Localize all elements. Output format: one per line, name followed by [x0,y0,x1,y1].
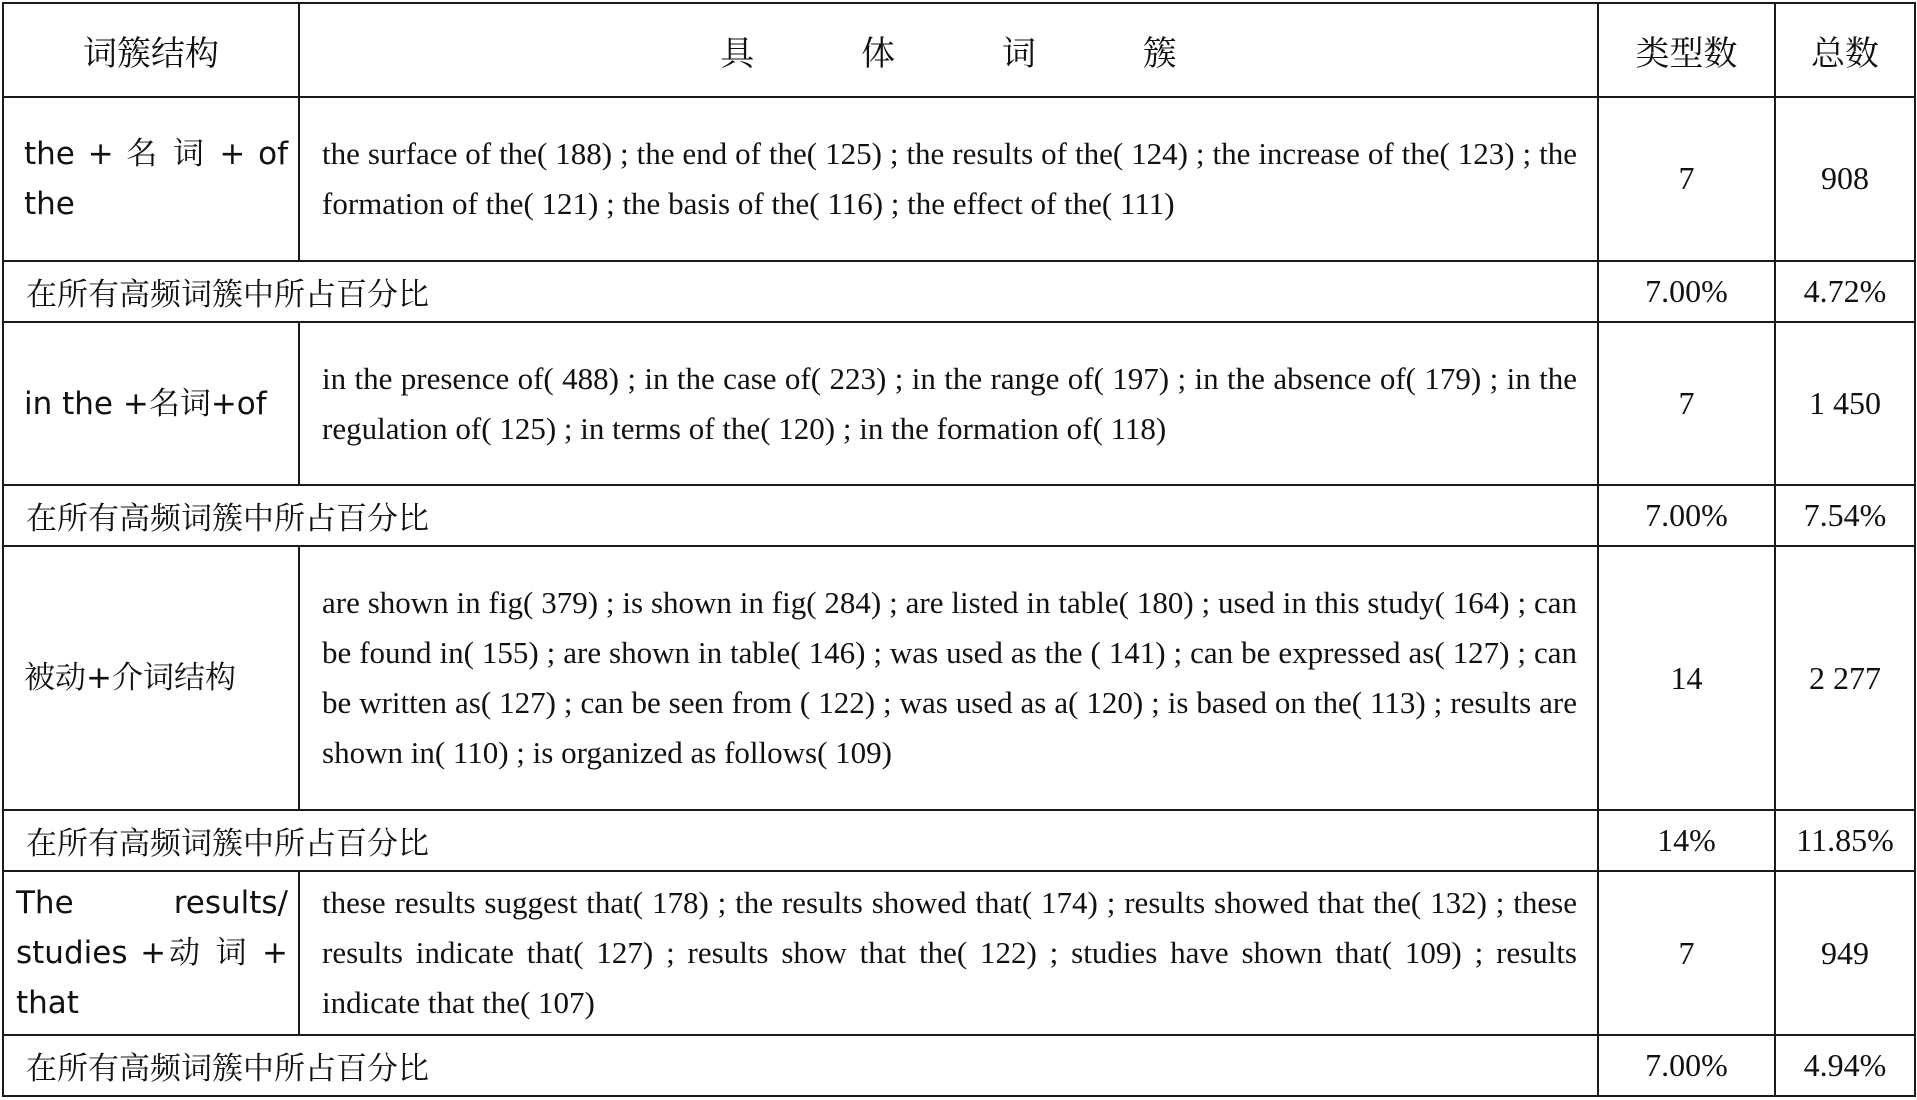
total-cell: 1 450 [1775,322,1915,485]
total-cell: 2 277 [1775,546,1915,810]
header-total: 总数 [1775,3,1915,97]
total-cell: 949 [1775,871,1915,1034]
summary-row [3,261,1915,322]
pct-total-cell: 4.72% [1775,261,1915,322]
bundles-cell: these results suggest that( 178) ; the results showed that( 174) ; results showed that the( 132) ; these results indicate that( 127) ; results show that the( 122) ; studies have shown that( 109) ; results indicate that the( 107) [299,871,1598,1034]
summary-row [3,810,1915,871]
table-row [3,97,1915,260]
table-row [3,546,1915,810]
structure-cell: 被动+介词结构 [3,546,299,810]
bundles-cell: in the presence of( 488) ; in the case of( 223) ; in the range of( 197) ; in the absence of( 179) ; in the regulation of( 125) ; in terms of the( 120) ; in the formation of( 118) [299,322,1598,485]
summary-label: 在所有高频词簇中所占百分比 [3,485,1598,546]
structure-cell: The results/ studies +动 词 + that [3,871,299,1034]
pct-types-cell: 7.00% [1598,261,1775,322]
header-bundles: 具 体 词 簇 [299,3,1598,97]
bundles-cell: the surface of the( 188) ; the end of the( 125) ; the results of the( 124) ; the increase of the( 123) ; the formation of the( 121) ; the basis of the( 116) ; the effect of the( 111) [299,97,1598,260]
table-row [3,322,1915,485]
pct-types-cell: 7.00% [1598,1035,1775,1096]
header-types: 类型数 [1598,3,1775,97]
total-cell: 908 [1775,97,1915,260]
bundles-cell: are shown in fig( 379) ; is shown in fig( 284) ; are listed in table( 180) ; used in this study( 164) ; can be found in( 155) ; are shown in table( 146) ; was used as the ( 141) ; can be expressed as( 127) ; can be written as( 127) ; can be seen from ( 122) ; was used as a( 120) ; is based on the( 113) ; results are shown in( 110) ; is organized as follows( 109) [299,546,1598,810]
types-cell: 14 [1598,546,1775,810]
pct-types-cell: 7.00% [1598,485,1775,546]
pct-total-cell: 4.94% [1775,1035,1915,1096]
types-cell: 7 [1598,97,1775,260]
header-structure: 词簇结构 [3,3,299,97]
summary-row [3,485,1915,546]
types-cell: 7 [1598,322,1775,485]
table-row [3,871,1915,1034]
summary-label: 在所有高频词簇中所占百分比 [3,261,1598,322]
summary-row [3,1035,1915,1096]
summary-label: 在所有高频词簇中所占百分比 [3,1035,1598,1096]
types-cell: 7 [1598,871,1775,1034]
lexical-bundle-table [2,2,1916,1097]
header-row [3,3,1915,97]
pct-types-cell: 14% [1598,810,1775,871]
summary-label: 在所有高频词簇中所占百分比 [3,810,1598,871]
structure-cell: the + 名 词 + of the [3,97,299,260]
pct-total-cell: 7.54% [1775,485,1915,546]
structure-cell: in the +名词+of [3,322,299,485]
pct-total-cell: 11.85% [1775,810,1915,871]
